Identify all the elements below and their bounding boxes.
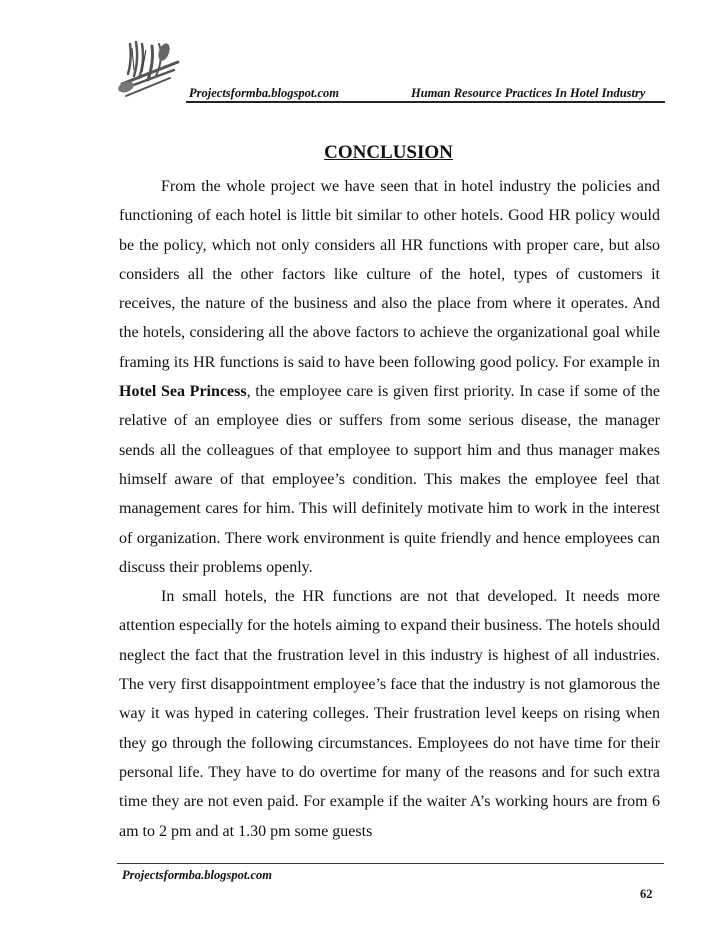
page-number: 62 bbox=[640, 887, 653, 901]
paragraph-1 bbox=[119, 172, 660, 582]
paragraph-2: In small hotels, the HR functions are not that developed. It needs more attention especially for the hotels aiming to expand their business. The hotels should neglect the fact that the frustration level in this industry is highest of all industries. The very first disappointment employee’s face that the industry is not glamorous the way it was hyped in catering colleges. Their frustration level keeps on rising when they go through the following circumstances. Employees do not have time for their personal life. They have to do overtime for many of the reasons and for such extra time they are not even paid. For example if the waiter A’s working hours are from 6 am to 2 pm and at 1.30 pm some guests bbox=[119, 588, 660, 840]
header-site-name: Projectsformba.blogspot.com bbox=[189, 86, 339, 100]
paragraph-1-text-a: From the whole project we have seen that in hotel industry the policies and functioning of each hotel is little bit similar to other hotels. Good HR policy would be the policy, which not only considers all HR functions with proper care, but also considers all the other factors like culture of the hotel, types of customers it receives, the nature of the business and also the place from where it operates. And the hotels, considering all the above factors to achieve the organizational goal while framing its HR functions is said to have been following good policy. For example in bbox=[119, 178, 660, 371]
cutlery-logo-icon bbox=[112, 40, 186, 102]
footer-divider bbox=[117, 863, 664, 864]
hotel-name-emphasis: Hotel Sea Princess bbox=[119, 383, 247, 401]
page-title: CONCLUSION bbox=[324, 142, 453, 163]
document-body bbox=[119, 172, 660, 846]
footer-site-name: Projectsformba.blogspot.com bbox=[122, 868, 272, 882]
header-document-title: Human Resource Practices In Hotel Industry bbox=[411, 86, 646, 100]
header-divider bbox=[186, 101, 665, 103]
paragraph-1-text-b: , the employee care is given first priority. In case if some of the relative of an employee dies or suffers from some serious disease, the manager sends all the colleagues of that employee to support him and thus manager makes himself aware of that employee’s condition. This makes the employee feel that management cares for him. This will definitely motivate him to work in the interest of organization. There work environment is quite friendly and hence employees can discuss their problems openly. bbox=[119, 383, 660, 576]
